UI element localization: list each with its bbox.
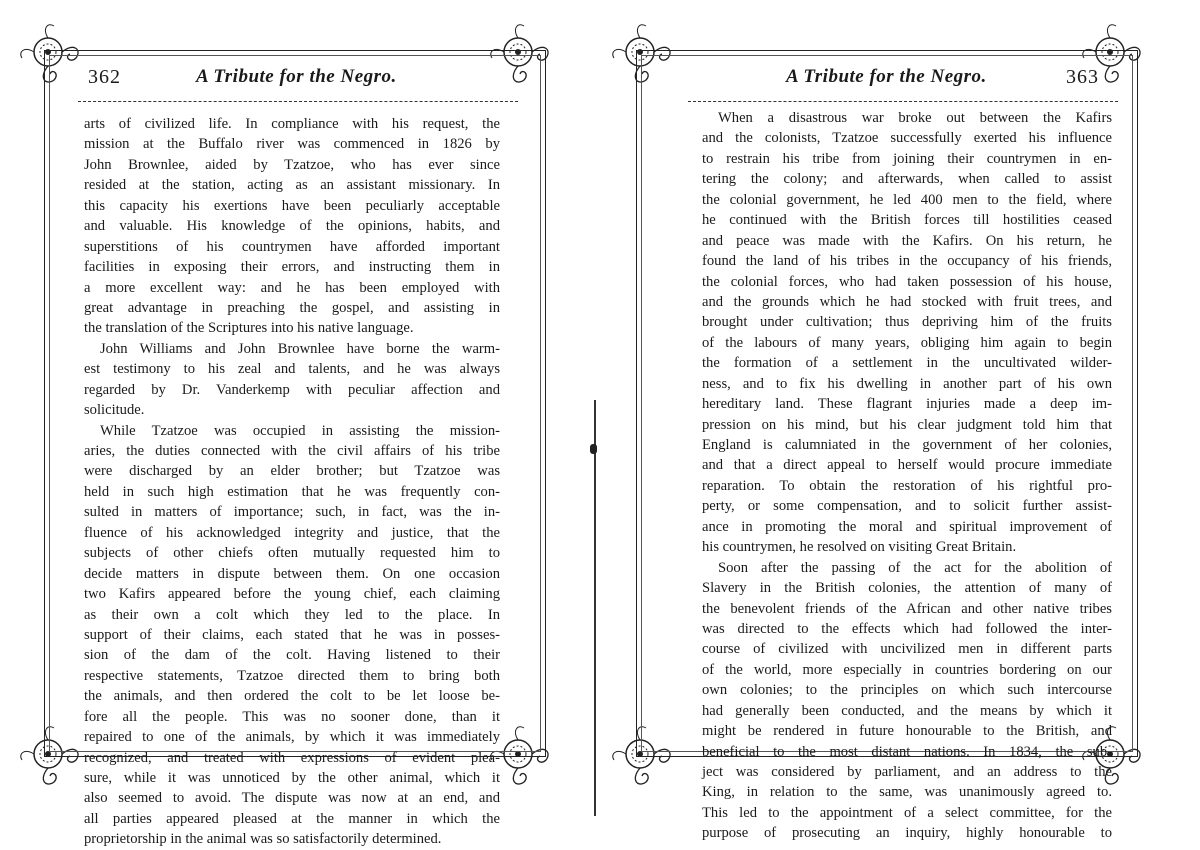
text-line: of the world, more especially in countries bordering on our xyxy=(702,661,1112,678)
running-head: A Tribute for the Negro. xyxy=(780,66,993,88)
text-line: to restrain his tribe from joining their countrymen in en- xyxy=(702,150,1112,167)
text-line: proprietorship in the animal was so satisfactorily determined. xyxy=(84,831,442,848)
page-number: 362 xyxy=(84,66,125,89)
text-line: decide matters in dispute between them. On one occasion xyxy=(84,565,500,582)
text-line: he continued with the British forces till hostilities ceased xyxy=(702,212,1112,229)
text-line: John Brownlee, aided by Tzatzoe, who has ever since xyxy=(84,156,500,173)
text-line: perty, or some compensation, and to solicit further assist- xyxy=(702,498,1112,515)
text-line: the colonial forces, who had taken possession of his house, xyxy=(702,273,1112,290)
text-line: resided at the station, acting as an assistant missionary. In xyxy=(84,177,500,194)
text-line: facilities in exposing their errors, and instructing them in xyxy=(84,259,500,276)
text-line: John Williams and John Brownlee have borne the warm- xyxy=(100,340,500,357)
text-line: the benevolent friends of the African and other native tribes xyxy=(702,600,1112,617)
text-line: subjects of other chiefs often mutually requested him to xyxy=(84,545,500,562)
body-text xyxy=(84,114,500,850)
text-line: also seemed to avoid. The dispute was now at an end, and xyxy=(84,790,500,807)
page-number: 363 xyxy=(1062,66,1103,89)
text-line: ject was considered by parliament, and an address to the xyxy=(702,764,1112,780)
text-line: a more excellent way: and he has been employed with xyxy=(84,279,500,296)
text-line: sulted in matters of importance; such, in fact, was the in- xyxy=(84,504,500,521)
text-line: the animals, and then ordered the colt to be let loose be- xyxy=(84,688,500,705)
text-line: brought under cultivation; thus depriving him of the fruits xyxy=(702,314,1112,331)
text-line: While Tzatzoe was occupied in assisting the mission- xyxy=(100,422,500,439)
gutter-mark xyxy=(590,444,597,454)
text-line: est testimony to his zeal and talents, and he was always xyxy=(84,361,500,378)
header-rule xyxy=(78,101,518,102)
text-line: arts of civilized life. In compliance with his request, the xyxy=(84,116,500,132)
text-line: had generally been conducted, and the means by which it xyxy=(702,702,1112,719)
text-line: the formation of a settlement in the uncultivated wilder- xyxy=(702,355,1112,372)
header-rule xyxy=(688,101,1118,102)
text-line: and the colonists, Tzatzoe successfully exerted his influence xyxy=(702,130,1112,147)
text-line: and peace was made with the Kafirs. On his return, he xyxy=(702,232,1112,249)
left-page xyxy=(0,0,598,848)
text-line: own colonies; to the principles on which such intercourse xyxy=(702,682,1112,699)
text-line: King, in relation to the same, was unanimously agreed to. xyxy=(702,784,1112,801)
text-line: as their own a colt which they led to the place. In xyxy=(84,606,500,623)
text-line: solicitude. xyxy=(84,402,145,419)
text-line: This led to the appointment of a select committee, for the xyxy=(702,804,1112,821)
text-line: reparation. To obtain the restoration of his rightful pro- xyxy=(702,477,1112,494)
text-line: the colonial government, he led 400 men to the field, where xyxy=(702,191,1112,208)
text-line: course of civilized with uncivilized men in different parts xyxy=(702,641,1112,658)
text-line: of the labours of many years, obliging him again to begin xyxy=(702,334,1112,351)
text-line: this capacity his exertions have been peculiarly acceptable xyxy=(84,197,500,214)
text-line: and that a direct appeal to herself would procure immediate xyxy=(702,457,1112,474)
text-line: tering the colony; and afterwards, when called to assist xyxy=(702,171,1112,188)
text-line: and valuable. His knowledge of the opinions, habits, and xyxy=(84,218,500,235)
text-line: found the land of his tribes in the occupancy of his friends, xyxy=(702,253,1112,270)
text-line: England is calumniated in the government of her colonies, xyxy=(702,437,1112,453)
text-line: fluence of his acknowledged integrity and justice, that the xyxy=(84,524,500,541)
text-line: were discharged by an elder brother; but Tzatzoe was xyxy=(84,463,500,480)
text-line: the translation of the Scriptures into his native language. xyxy=(84,320,414,337)
text-line: might be rendered in future honourable to the British, and xyxy=(702,723,1112,740)
text-line: hereditary land. These flagrant injuries made a deep im- xyxy=(702,396,1112,413)
text-line: repaired to one of the animals, by which it was immediately xyxy=(84,729,500,746)
text-line: two Kafirs appeared before the young chief, each claiming xyxy=(84,586,500,603)
text-line: sure, while it was unnoticed by the other animal, which it xyxy=(84,770,500,786)
text-line: his countrymen, he resolved on visiting Great Britain. xyxy=(702,539,1017,556)
text-line: held in such high estimation that he was frequently con- xyxy=(84,483,500,500)
text-line: fore all the people. This was no sooner done, than it xyxy=(84,708,500,725)
text-line: ness, and to fix his dwelling in another part of his own xyxy=(702,375,1112,392)
text-line: ance in promoting the moral and spiritual improvement of xyxy=(702,518,1112,535)
right-page xyxy=(600,0,1200,842)
text-line: Soon after the passing of the act for the abolition of xyxy=(718,559,1112,576)
text-line: When a disastrous war broke out between the Kafirs xyxy=(718,110,1112,126)
text-line: sion of the dam of the colt. Having listened to their xyxy=(84,647,500,664)
text-line: purpose of prosecuting an inquiry, highly honourable to xyxy=(702,825,1112,842)
text-line: regarded by Dr. Vanderkemp with peculiar affection and xyxy=(84,381,500,398)
body-text xyxy=(702,108,1112,844)
text-line: was directed to the effects which had followed the inter- xyxy=(702,620,1112,637)
running-head: A Tribute for the Negro. xyxy=(190,66,403,88)
text-line: superstitions of his countrymen have afforded important xyxy=(84,238,500,255)
gutter-line xyxy=(594,400,596,816)
text-line: mission at the Buffalo river was commenced in 1826 by xyxy=(84,136,500,153)
text-line: support of their claims, each stated that he was in posses- xyxy=(84,626,500,643)
text-line: all parties appeared pleased at the manner in which the xyxy=(84,810,500,827)
text-line: respective statements, Tzatzoe directed them to bring both xyxy=(84,667,500,684)
text-line: recognized, and treated with expressions of evident plea- xyxy=(84,749,500,766)
text-line: aries, the duties connected with the civil affairs of his tribe xyxy=(84,443,500,459)
text-line: Slavery in the British colonies, the attention of many of xyxy=(702,580,1112,597)
text-line: great advantage in preaching the gospel, and assisting in xyxy=(84,299,500,316)
text-line: beneficial to the most distant nations. In 1834, the sub- xyxy=(702,743,1112,760)
text-line: and the grounds which he had stocked with fruit trees, and xyxy=(702,293,1112,310)
text-line: pression on his mind, but his clear judgment told him that xyxy=(702,416,1112,433)
